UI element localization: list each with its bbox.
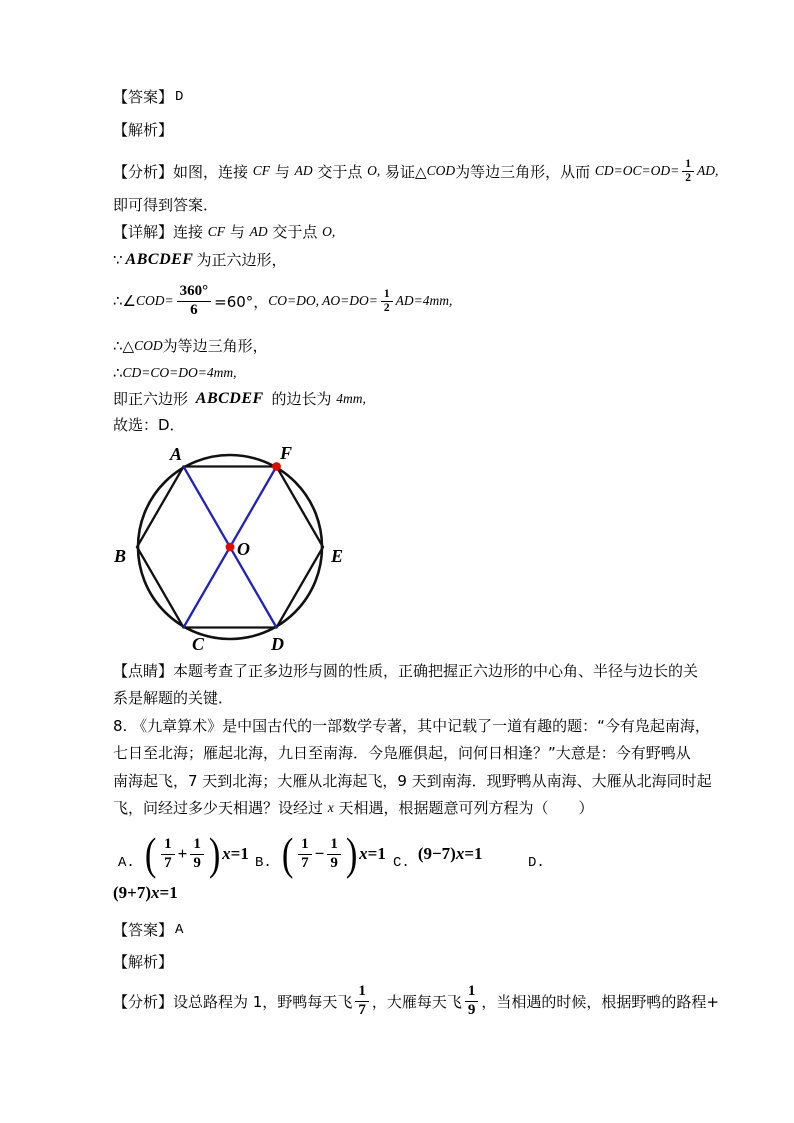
vertex-f-dot bbox=[272, 462, 281, 471]
jiexi-line-q8 bbox=[113, 951, 173, 973]
math-ad: AD bbox=[294, 163, 313, 178]
vertex-label-d: D bbox=[271, 634, 284, 654]
fenxi-text: 【分析】如图，连接 bbox=[113, 162, 253, 181]
math-cod: COD bbox=[426, 163, 456, 178]
jiexi-label: 【解析】 bbox=[113, 121, 174, 139]
fenxi-line2-q7: 即可得到答案． bbox=[113, 196, 219, 214]
option-b-label: B. bbox=[255, 855, 272, 871]
step-sides: ∴ CD=CO=DO=4mm, bbox=[113, 364, 237, 382]
center-label-o: O bbox=[237, 539, 250, 559]
option-a: A. ( $\frac{1}{7}$ + $\frac{1}{9}$ ) x =1 bbox=[118, 828, 249, 879]
math-equalities: CD=OC=OD= bbox=[594, 163, 680, 178]
math-o: O, bbox=[322, 224, 336, 239]
dianjing-line1: 【点睛】本题考查了正多边形与圆的性质，正确把握正六边形的中心角、半径与边长的关 bbox=[113, 662, 699, 680]
hexagon-svg bbox=[110, 438, 354, 660]
fraction-1-9: $\frac{1}{9}$ bbox=[465, 983, 479, 1019]
math-co-do: CO=DO, AO=DO= bbox=[268, 293, 378, 308]
q8-line4: 飞，问经过多少天相遇？设经过 x 天相遇，根据题意可列方程为（ ） bbox=[113, 799, 594, 817]
answer-label: 【答案】 bbox=[113, 88, 174, 106]
vertex-label-f: F bbox=[280, 443, 293, 463]
left-paren: ( bbox=[144, 828, 157, 879]
fenxi-line-q8: 【分析】设总路程为 1，野鸭每天飞 $\frac{1}{7}$ ，大雁每天飞 $\frac{1}{9}$ ，当相遇的时候，根据野鸭的路程+ bbox=[113, 983, 719, 1018]
math-cd-co-do: CD=CO=DO=4mm, bbox=[122, 365, 237, 380]
xiangjie-line: 【详解】连接 CF 与 AD 交于点 O, bbox=[113, 223, 336, 241]
q8-line3: 南海起飞，7 天到北海；大雁从北海起飞，9 天到南海．现野鸭从南海、大雁从北海同时起 bbox=[113, 772, 712, 790]
math-cod: COD bbox=[136, 293, 165, 308]
math-abcdef: ABCDEF bbox=[195, 390, 264, 407]
step-angle: ∴∠ COD = $\frac{360^\circ}{6}$ =60°， CO=DO, AO=DO= $\frac{1}{2}$ AD=4mm, bbox=[113, 283, 453, 318]
option-d-formula: (9+7) x =1 bbox=[113, 883, 178, 902]
option-d-label: D. bbox=[528, 855, 545, 871]
fraction-1-7: $\frac{1}{7}$ bbox=[355, 983, 369, 1019]
option-c: C. (9−7) x =1 bbox=[393, 844, 483, 871]
vertex-label-e: E bbox=[331, 546, 344, 566]
fraction-1-9: $\frac{1}{9}$ bbox=[190, 836, 204, 872]
math-o: O, bbox=[367, 163, 381, 178]
answer-line-q7 bbox=[113, 86, 183, 108]
fraction-1-7: $\frac{1}{7}$ bbox=[298, 836, 312, 872]
fenxi-line-q7: 【分析】如图，连接 CF 与 AD 交于点 O, 易证△ COD 为等边三角形，从而 CD=OC=OD= $\frac{1}{2}$ AD, bbox=[113, 157, 719, 184]
answer-label: 【答案】 bbox=[113, 921, 174, 939]
hexagon-figure bbox=[110, 438, 354, 660]
step-because: ∵ ABCDEF 为正六边形， bbox=[113, 251, 287, 269]
fraction-360-over-6: $\frac{360^\circ}{6}$ bbox=[177, 283, 212, 319]
vertex-label-a: A bbox=[170, 444, 183, 464]
step-sidelength: 即正六边形 ABCDEF 的边长为 4mm, bbox=[113, 390, 366, 408]
answer-value: A bbox=[175, 922, 184, 938]
option-a-label: A. bbox=[118, 855, 135, 871]
vertex-label-b: B bbox=[114, 546, 127, 566]
fraction-1-7: $\frac{1}{7}$ bbox=[161, 836, 175, 872]
option-b: B. ( $\frac{1}{7}$ − $\frac{1}{9}$ ) x =1 bbox=[255, 828, 386, 879]
dianjing-line2: 系是解题的关键． bbox=[113, 689, 234, 707]
left-paren: ( bbox=[281, 828, 294, 879]
math-cf: CF bbox=[207, 224, 226, 239]
jiexi-label: 【解析】 bbox=[113, 953, 174, 971]
fraction-1-9: $\frac{1}{9}$ bbox=[327, 836, 341, 872]
right-paren: ) bbox=[345, 828, 358, 879]
fraction-one-half: $\frac{1}{2}$ bbox=[682, 158, 694, 184]
answer-value: D bbox=[175, 89, 184, 105]
q8-line2: 七日至北海；雁起北海，九日至南海．今凫雁俱起，问何日相逢？”大意是：今有野鸭从 bbox=[113, 744, 691, 762]
vertex-label-c: C bbox=[192, 634, 205, 654]
math-cod: COD bbox=[134, 338, 163, 353]
step-choose: 故选：D． bbox=[113, 416, 185, 434]
step-equilateral: ∴△ COD 为等边三角形， bbox=[113, 337, 268, 355]
center-point-o-dot bbox=[226, 543, 235, 552]
math-abcdef: ABCDEF bbox=[125, 251, 194, 268]
options-row bbox=[0, 828, 794, 880]
math-cf: CF bbox=[252, 163, 271, 178]
answer-line-q8 bbox=[113, 919, 183, 941]
fraction-one-half: $\frac{1}{2}$ bbox=[381, 288, 393, 314]
jiexi-line-q7 bbox=[113, 119, 173, 141]
right-paren: ) bbox=[208, 828, 221, 879]
q8-line1: 8. 《九章算术》是中国古代的一部数学专著，其中记载了一道有趣的题：“今有凫起南海， bbox=[113, 717, 710, 735]
option-d bbox=[528, 828, 553, 880]
option-c-label: C. bbox=[393, 855, 410, 871]
math-ad: AD bbox=[249, 224, 268, 239]
math-x: x bbox=[327, 800, 334, 815]
